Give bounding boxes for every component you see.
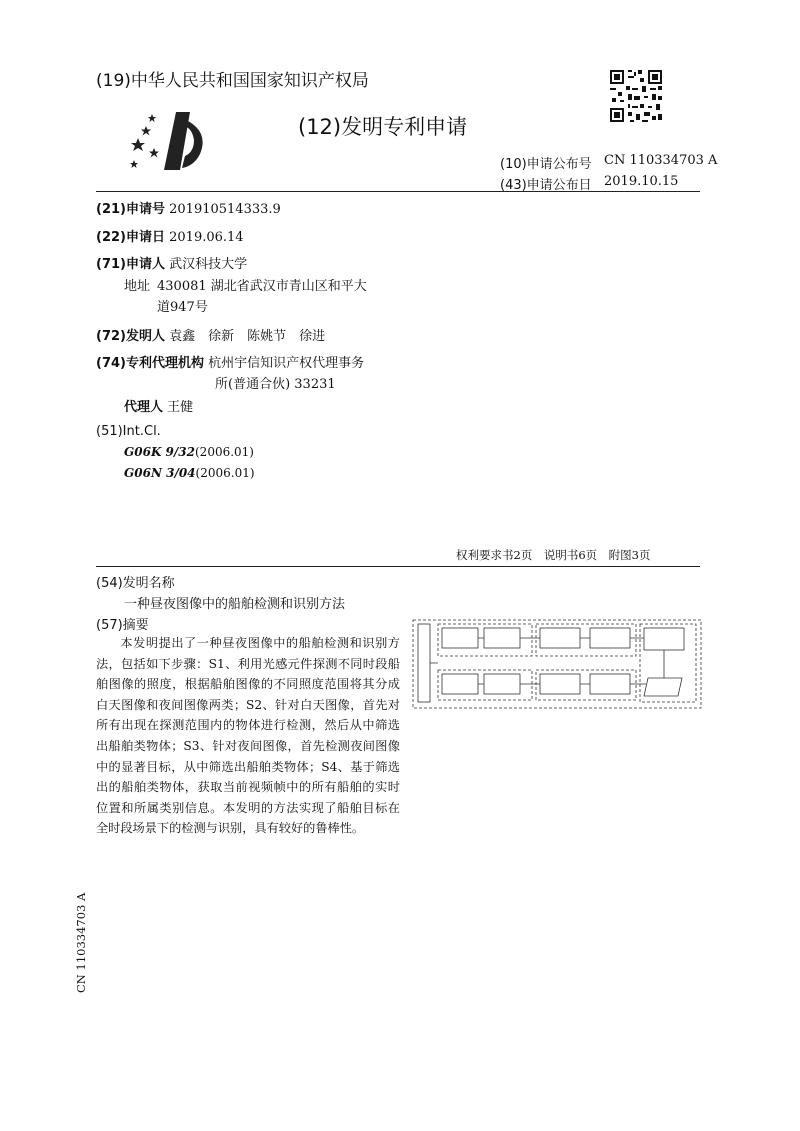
pub-date-label: (43)申请公布日 xyxy=(500,178,592,193)
qr-code-icon xyxy=(608,68,664,124)
app-no: 201910514333.9 xyxy=(169,202,281,217)
ipc1-code: G06K 9/32 xyxy=(124,445,195,459)
intcl-label: (51)Int.Cl. xyxy=(96,424,161,439)
agency-label: (74)专利代理机构 xyxy=(96,356,204,371)
header-rule xyxy=(96,191,700,192)
agent: 王健 xyxy=(167,400,194,415)
ipc-row-2 xyxy=(124,466,255,480)
abstract-text: 本发明提出了一种昼夜图像中的船舶检测和识别方法，包括如下步骤：S1、利用光感元件探测不同时段船舶图像的照度，根据船舶图像的不同照度范围将其分成白天图像和夜间图像两类；S2、针对白天图像，首先对所有出现在探测范围内的物体进行检测，然后从中筛选出船舶类物体；S3、针对夜间图像，首先检测夜间图像中的显著目标，从中筛选出船舶类物体；S4、基于筛选出的船舶类物体，获取当前视频帧中的所有船舶的实时位置和所属类别信息。本发明的方法实现了船舶目标在全时段场景下的检测与识别，具有较好的鲁棒性。 xyxy=(96,636,400,836)
agency-line1: 杭州宇信知识产权代理事务 xyxy=(208,356,365,371)
address-label: 地址 xyxy=(124,279,151,294)
cnipa-logo-icon xyxy=(130,110,212,172)
pub-no: CN 110334703 A xyxy=(604,153,718,168)
app-no-row xyxy=(96,198,281,217)
inventors: 袁鑫 徐新 陈姚节 徐进 xyxy=(169,329,326,344)
abstract-figure xyxy=(412,618,702,710)
ipc2-code: G06N 3/04 xyxy=(124,466,196,480)
abstract-label: (57)摘要 xyxy=(96,618,149,633)
pub-date: 2019.10.15 xyxy=(604,174,679,189)
ipc2-date: (2006.01) xyxy=(195,466,255,480)
agent-row xyxy=(124,396,193,415)
side-publication-number: CN 110334703 A xyxy=(74,892,88,993)
title-label: (54)发明名称 xyxy=(96,576,175,591)
inventor-label: (72)发明人 xyxy=(96,329,165,344)
agent-label: 代理人 xyxy=(124,400,164,415)
pages-info: 权利要求书2页 说明书6页 附图3页 xyxy=(456,548,651,562)
agency-line2: 所(普通合伙) 33231 xyxy=(215,377,336,392)
document-type: (12)发明专利申请 xyxy=(298,115,468,139)
address-line1: 430081 湖北省武汉市青山区和平大 xyxy=(157,279,367,294)
app-no-label: (21)申请号 xyxy=(96,202,165,217)
app-date-row xyxy=(96,226,244,245)
applicant-label: (71)申请人 xyxy=(96,257,165,272)
inventor-row xyxy=(96,325,325,344)
applicant: 武汉科技大学 xyxy=(169,257,248,272)
agency-row xyxy=(96,352,364,371)
mid-rule xyxy=(96,566,700,567)
address-line2: 道947号 xyxy=(157,300,208,315)
invention-title: 一种昼夜图像中的船舶检测和识别方法 xyxy=(124,597,346,612)
ipc-row-1 xyxy=(124,445,254,459)
applicant-row xyxy=(96,253,247,272)
pub-no-label: (10)申请公布号 xyxy=(500,157,592,172)
office-name: (19)中华人民共和国国家知识产权局 xyxy=(96,71,369,91)
ipc1-date: (2006.01) xyxy=(195,445,254,459)
app-date-label: (22)申请日 xyxy=(96,230,165,245)
app-date: 2019.06.14 xyxy=(169,230,244,245)
